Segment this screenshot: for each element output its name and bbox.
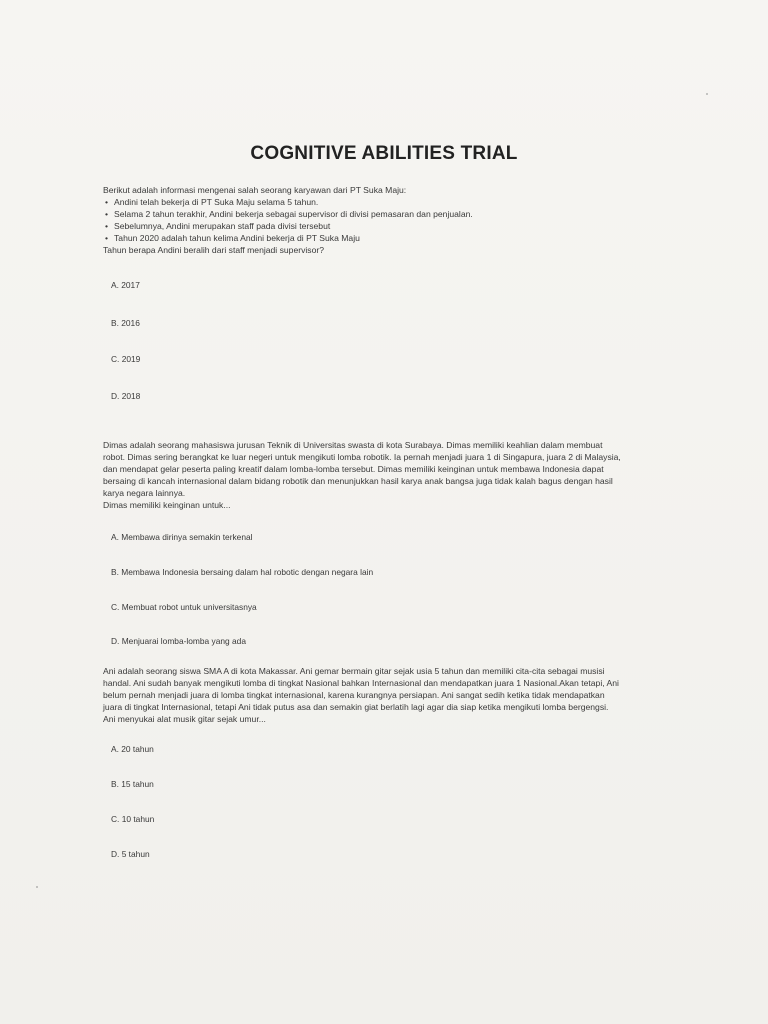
question-2-line: Dimas adalah seorang mahasiswa jurusan Teknik di Universitas swasta di kota Surabaya. Dimas memiliki keahlian dalam membuat	[103, 440, 603, 450]
question-1-bullet: • Andini telah bekerja di PT Suka Maju selama 5 tahun.	[103, 196, 693, 208]
question-1-bullet: • Tahun 2020 adalah tahun kelima Andini bekerja di PT Suka Maju	[103, 232, 693, 244]
question-1-bullet: • Sebelumnya, Andini merupakan staff pada divisi tersebut	[103, 220, 693, 232]
question-2-line: bersaing di kancah internasional dalam bidang robotik dan menunjukkan hasil karya anak bangsa juga tidak kalah bagus dengan hasil	[103, 476, 613, 487]
question-1-prompt: Tahun berapa Andini beralih dari staff menjadi supervisor?	[103, 245, 325, 256]
question-2-line: karya negara lainnya.	[103, 488, 186, 499]
question-2-option-c[interactable]: C. Membuat robot untuk universitasnya	[111, 602, 257, 612]
question-3-prompt: Ani menyukai alat musik gitar sejak umur...	[103, 714, 266, 725]
question-3-text	[103, 665, 693, 725]
question-1-option-a[interactable]: A. 2017	[111, 280, 140, 290]
question-1-option-b[interactable]: B. 2016	[111, 318, 140, 328]
question-3-line: belum pernah menjadi juara di lomba tingkat internasional, karena kurangnya persiapan. Ani sangat sedih ketika tidak mendapatkan	[103, 690, 605, 701]
question-3-option-c[interactable]: C. 10 tahun	[111, 814, 155, 824]
question-1-bullet: • Selama 2 tahun terakhir, Andini bekerja sebagai supervisor di divisi pemasaran dan penjualan.	[103, 208, 693, 220]
question-2-option-d[interactable]: D. Menjuarai lomba-lomba yang ada	[111, 636, 247, 646]
question-2-line: robot. Dimas sering berangkat ke luar negeri untuk mengikuti lomba robotik. Ia pernah menjadi juara 1 di Singapura, juara 2 di Malaysia,	[103, 452, 621, 463]
question-1-text	[103, 184, 693, 257]
question-3-line: handal. Ani sudah banyak mengikuti lomba di tingkat Nasional bahkan Internasional dan mendapatkan juara 1 Nasional.Akan tetapi, Ani	[103, 678, 619, 689]
question-2-text	[103, 439, 693, 512]
question-2-option-b[interactable]: B. Membawa Indonesia bersaing dalam hal robotic dengan negara lain	[111, 567, 374, 577]
scan-speck	[36, 886, 38, 888]
question-2-option-a[interactable]: A. Membawa dirinya semakin terkenal	[111, 532, 253, 542]
question-3-option-a[interactable]: A. 20 tahun	[111, 744, 154, 754]
question-1-bullets	[103, 196, 693, 244]
question-1-option-c[interactable]: C. 2019	[111, 354, 141, 364]
page-title: COGNITIVE ABILITIES TRIAL	[250, 143, 518, 164]
question-2-prompt: Dimas memiliki keinginan untuk...	[103, 500, 231, 511]
question-3-line: juara di tingkat Internasional, tetapi Ani tidak putus asa dan semakin giat berlatih lagi agar dia siap ketika mengikuti lomba bergengsi.	[103, 702, 609, 713]
scan-speck	[706, 93, 708, 95]
question-3-option-d[interactable]: D. 5 tahun	[111, 849, 150, 859]
question-1-option-d[interactable]: D. 2018	[111, 391, 141, 401]
question-2-line: dan mendapat gelar peserta paling kreatif dalam lomba-lomba tersebut. Dimas memiliki keinginan untuk membawa Indonesia dapat	[103, 464, 604, 475]
question-1-intro: Berikut adalah informasi mengenai salah seorang karyawan dari PT Suka Maju:	[103, 185, 407, 195]
question-3-option-b[interactable]: B. 15 tahun	[111, 779, 154, 789]
question-3-line: Ani adalah seorang siswa SMA A di kota Makassar. Ani gemar bermain gitar sejak usia 5 tahun dan memiliki cita-cita sebagai musisi	[103, 666, 605, 676]
